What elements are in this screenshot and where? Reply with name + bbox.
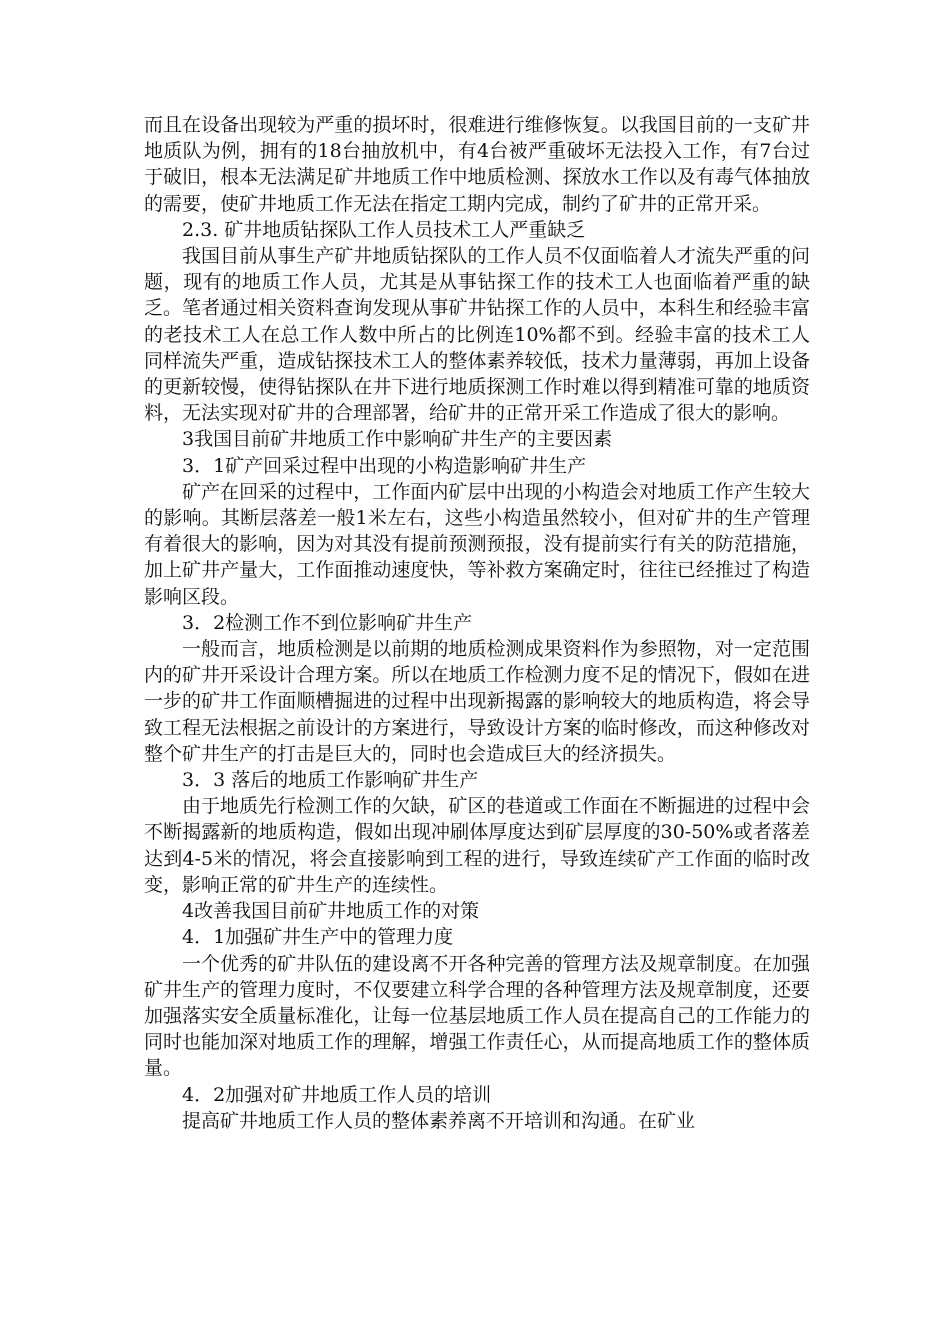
- paragraph-training: 提高矿井地质工作人员的整体素养离不开培训和沟通。在矿业: [182, 1109, 696, 1132]
- document-body: [144, 112, 810, 1134]
- heading-4-2: 4．2加强对矿井地质工作人员的培训: [182, 1083, 492, 1106]
- heading-3-1: 3．1矿产回采过程中出现的小构造影响矿井生产: [182, 454, 587, 477]
- heading-2-3: 2.3. 矿井地质钻探队工作人员技术工人严重缺乏: [182, 218, 586, 241]
- heading-3: 3我国目前矿井地质工作中影响矿井生产的主要因素: [182, 428, 613, 451]
- paragraph-technician-shortage: 我国目前从事生产矿井地质钻探队的工作人员不仅面临着人才流失严重的问题，现有的地质工作人员，尤其是从事钻探工作的技术工人也面临着严重的缺乏。笔者通过相关资料查询发现从事矿井钻探工作的人员中，本科生和经验丰富的老技术工人在总工作人数中所占的比例连10%都不到。经验丰富的技术工人同样流失严重，造成钻探技术工人的整体素养较低，技术力量薄弱，再加上设备的更新较慢，使得钻探队在井下进行地质探测工作时难以得到精准可靠的地质资料，无法实现对矿井的合理部署，给矿井的正常开采工作造成了很大的影响。: [144, 245, 810, 425]
- paragraph-inspection: 一般而言，地质检测是以前期的地质检测成果资料作为参照物，对一定范围内的矿井开采设计合理方案。所以在地质工作检测力度不足的情况下，假如在进一步的矿井工作面顺槽掘进的过程中出现新揭露的影响较大的地质构造，将会导致工程无法根据之前设计的方案进行，导致设计方案的临时修改，而这种修改对整个矿井生产的打击是巨大的，同时也会造成巨大的经济损失。: [144, 638, 810, 765]
- heading-4: 4改善我国目前矿井地质工作的对策: [182, 900, 480, 923]
- heading-3-2: 3．2检测工作不到位影响矿井生产: [182, 611, 473, 634]
- paragraph-small-structures: 矿产在回采的过程中，工作面内矿层中出现的小构造会对地质工作产生较大的影响。其断层落差一般1米左右，这些小构造虽然较小，但对矿井的生产管理有着很大的影响，因为对其没有提前预测预报，没有提前实行有关的防范措施，加上矿井产量大，工作面推动速度快，等补救方案确定时，往往已经推过了构造影响区段。: [144, 480, 810, 608]
- heading-3-3: 3．3 落后的地质工作影响矿井生产: [182, 769, 479, 792]
- paragraph-equipment-damage: 而且在设备出现较为严重的损坏时，很难进行维修恢复。以我国目前的一支矿井地质队为例，拥有的18台抽放机中，有4台被严重破坏无法投入工作，有7台过于破旧，根本无法满足矿井地质工作中地质检测、探放水工作以及有毒气体抽放的需要，使矿井地质工作无法在指定工期内完成，制约了矿井的正常开采。: [144, 114, 810, 215]
- paragraph-backward-geology: 由于地质先行检测工作的欠缺，矿区的巷道或工作面在不断掘进的过程中会不断揭露新的地质构造，假如出现冲刷体厚度达到矿层厚度的30-50%或者落差达到4-5米的情况，将会直接影响到工程的进行，导致连续矿产工作面的临时改变，影响正常的矿井生产的连续性。: [144, 795, 810, 896]
- paragraph-management: 一个优秀的矿井队伍的建设离不开各种完善的管理方法及规章制度。在加强矿井生产的管理力度时，不仅要建立科学合理的各种管理方法及规章制度，还要加强落实安全质量标准化，让每一位基层地质工作人员在提高自己的工作能力的同时也能加深对地质工作的理解，增强工作责任心，从而提高地质工作的整体质量。: [144, 952, 810, 1080]
- heading-4-1: 4．1加强矿井生产中的管理力度: [182, 926, 454, 949]
